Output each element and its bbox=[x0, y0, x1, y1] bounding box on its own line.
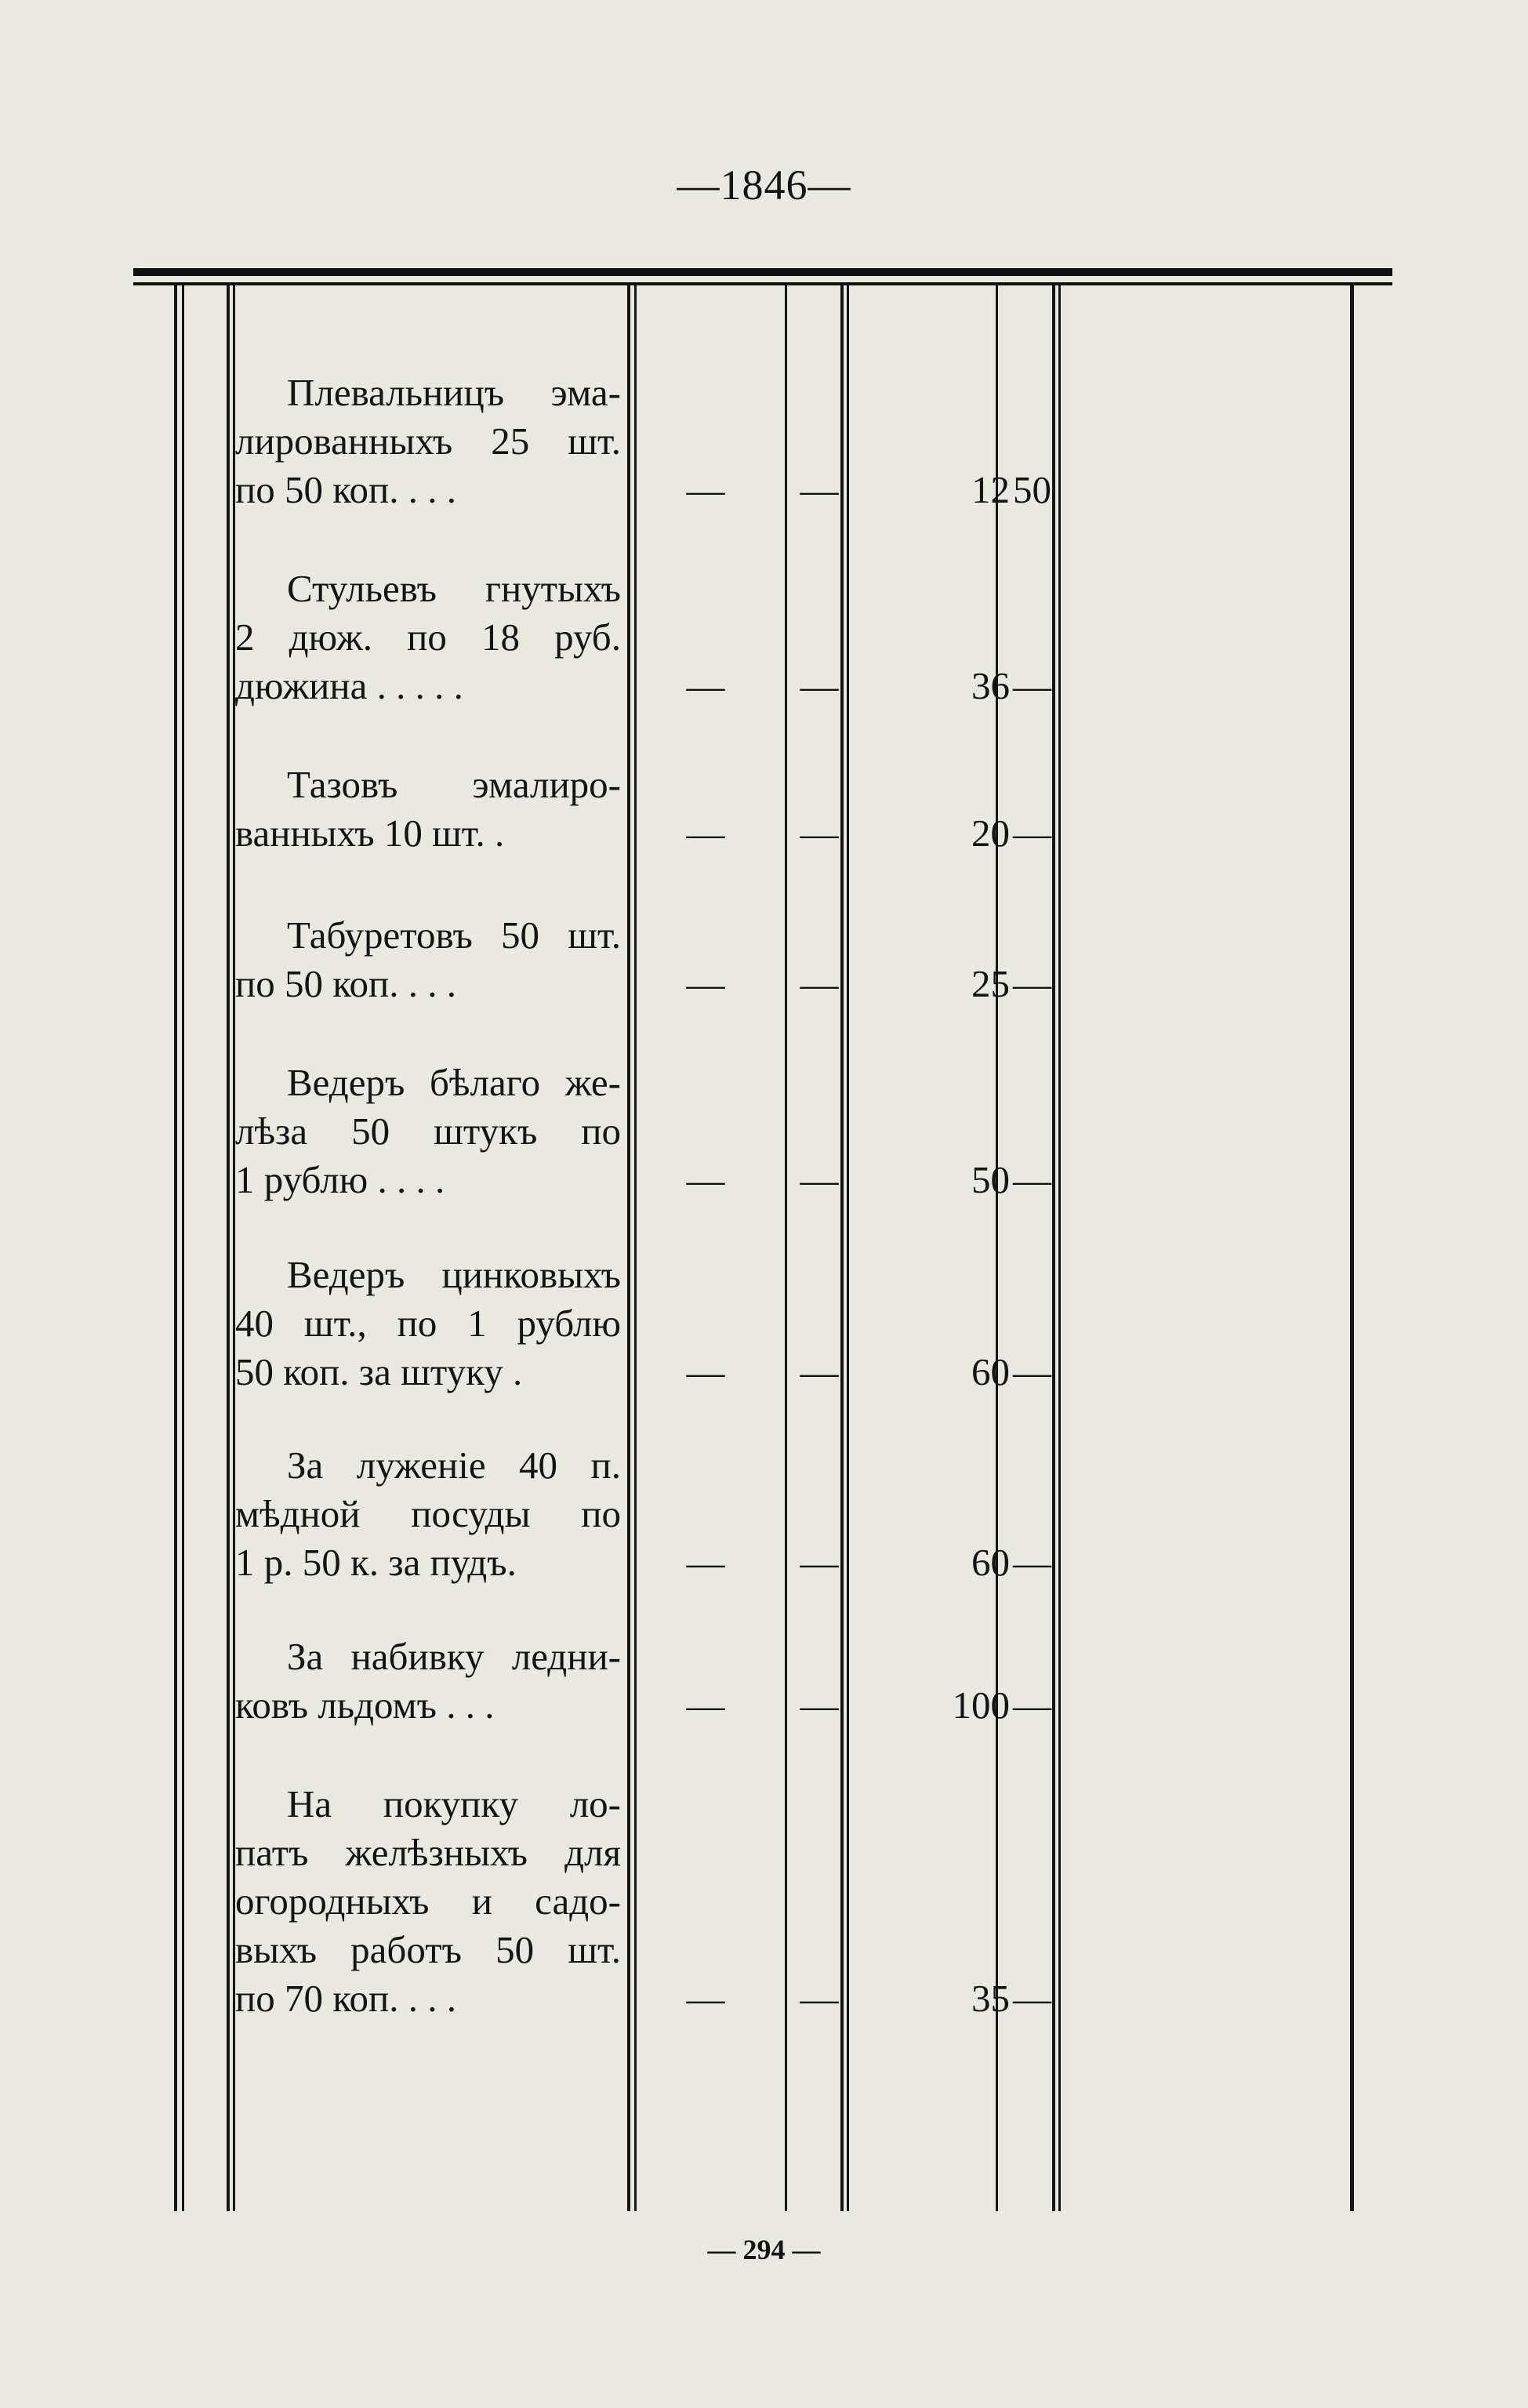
header-rule-thin bbox=[133, 282, 1392, 285]
amount-kopecks: — bbox=[1013, 1541, 1051, 1584]
amount bbox=[925, 1156, 1082, 1204]
row-description bbox=[235, 565, 621, 710]
description-line: За набивку ледни- bbox=[287, 1635, 621, 1678]
description-line: 1 р. 50 к. за пудъ. bbox=[235, 1541, 517, 1584]
description-line: огородныхъ и садо- bbox=[235, 1880, 621, 1923]
amount-rubles: 60 bbox=[971, 1541, 1010, 1584]
amount-rubles: 12 bbox=[971, 468, 1010, 511]
description-line: Тазовъ эмалиро- bbox=[287, 763, 621, 806]
column-b-value: — bbox=[800, 1350, 839, 1393]
amount-kopecks: — bbox=[1013, 1158, 1051, 1201]
row-description bbox=[235, 1633, 621, 1730]
amount-kopecks: — bbox=[1013, 962, 1051, 1005]
column-border-a bbox=[785, 285, 787, 2211]
description-line: Стульевъ гнутыхъ bbox=[287, 567, 621, 610]
ledger-row bbox=[235, 1251, 1051, 1396]
column-a-value: — bbox=[686, 1541, 725, 1584]
amount bbox=[925, 1348, 1082, 1396]
row-description bbox=[235, 1059, 621, 1204]
column-border-kop bbox=[1052, 285, 1055, 2211]
description-line: по 70 коп. . . . bbox=[235, 1977, 457, 2020]
amount-kopecks: — bbox=[1013, 812, 1051, 855]
amount-kopecks: — bbox=[1013, 1350, 1051, 1393]
column-border-left-outer bbox=[174, 285, 177, 2211]
column-border-desc-right-inner bbox=[634, 285, 637, 2211]
column-b-value: — bbox=[800, 1158, 839, 1201]
description-line: патъ желѣзныхъ для bbox=[235, 1831, 621, 1874]
ledger-row bbox=[235, 369, 1051, 514]
column-border-desc-left bbox=[227, 285, 230, 2211]
description-line: лѣза 50 штукъ по bbox=[235, 1110, 621, 1153]
amount-kopecks: 50 bbox=[1013, 468, 1051, 511]
description-line: по 50 коп. . . . bbox=[235, 468, 457, 511]
description-line: Табуретовъ 50 шт. bbox=[287, 913, 621, 957]
row-description bbox=[235, 911, 621, 1008]
amount bbox=[925, 1974, 1082, 2023]
amount bbox=[925, 960, 1082, 1008]
amount-rubles: 50 bbox=[971, 1158, 1010, 1201]
amount bbox=[925, 1681, 1082, 1730]
column-a-value: — bbox=[686, 468, 725, 511]
column-b-value: — bbox=[800, 1977, 839, 2020]
description-line: 40 шт., по 1 рублю bbox=[235, 1302, 621, 1345]
amount-rubles: 100 bbox=[952, 1683, 1010, 1727]
amount-kopecks: — bbox=[1013, 1977, 1051, 2020]
column-a-value: — bbox=[686, 1158, 725, 1201]
column-a-value: — bbox=[686, 1350, 725, 1393]
column-a-value: — bbox=[686, 1977, 725, 2020]
column-a-value: — bbox=[686, 812, 725, 855]
amount bbox=[925, 1538, 1082, 1587]
column-b-value: — bbox=[800, 1683, 839, 1727]
ledger-row bbox=[235, 1633, 1051, 1730]
row-description bbox=[235, 1251, 621, 1396]
page-number-top: —1846— bbox=[677, 162, 851, 209]
description-line: 50 коп. за штуку . bbox=[235, 1350, 523, 1393]
amount bbox=[925, 809, 1082, 858]
amount-rubles: 20 bbox=[971, 812, 1010, 855]
ledger-row bbox=[235, 1441, 1051, 1587]
column-a-value: — bbox=[686, 962, 725, 1005]
column-b-value: — bbox=[800, 664, 839, 707]
description-line: За луженіе 40 п. bbox=[287, 1444, 621, 1487]
description-line: лированныхъ 25 шт. bbox=[235, 419, 621, 463]
column-border-b-inner bbox=[847, 285, 849, 2211]
description-line: ванныхъ 10 шт. . bbox=[235, 812, 505, 855]
description-line: ковъ льдомъ . . . bbox=[235, 1683, 495, 1727]
description-line: Ведеръ бѣлаго же- bbox=[287, 1061, 621, 1104]
description-line: Ведеръ цинковыхъ bbox=[287, 1253, 621, 1296]
ledger-row bbox=[235, 565, 1051, 710]
column-border-right-outer bbox=[1350, 285, 1354, 2211]
row-description bbox=[235, 369, 621, 514]
amount-kopecks: — bbox=[1013, 664, 1051, 707]
column-b-value: — bbox=[800, 468, 839, 511]
amount-rubles: 60 bbox=[971, 1350, 1010, 1393]
description-line: по 50 коп. . . . bbox=[235, 962, 457, 1005]
description-line: 2 дюж. по 18 руб. bbox=[235, 616, 621, 659]
row-description bbox=[235, 761, 621, 858]
column-border-b bbox=[840, 285, 844, 2211]
amount-rubles: 36 bbox=[971, 664, 1010, 707]
amount bbox=[925, 466, 1082, 514]
description-line: Плевальницъ эма- bbox=[287, 371, 621, 414]
ledger-row bbox=[235, 1059, 1051, 1204]
column-b-value: — bbox=[800, 1541, 839, 1584]
amount-kopecks: — bbox=[1013, 1683, 1051, 1727]
page-number-bottom: — 294 — bbox=[707, 2234, 821, 2265]
column-border-kop-inner bbox=[1058, 285, 1061, 2211]
amount-rubles: 35 bbox=[971, 1977, 1010, 2020]
column-b-value: — bbox=[800, 812, 839, 855]
column-border-rub-kop bbox=[996, 285, 998, 2211]
row-description bbox=[235, 1441, 621, 1587]
description-line: На покупку ло- bbox=[287, 1782, 621, 1825]
ledger-row bbox=[235, 911, 1051, 1008]
row-description bbox=[235, 1780, 621, 2023]
column-border-left-inner bbox=[182, 285, 184, 2211]
header-rule-thick bbox=[133, 268, 1392, 276]
amount-rubles: 25 bbox=[971, 962, 1010, 1005]
column-a-value: — bbox=[686, 1683, 725, 1727]
description-line: выхъ работъ 50 шт. bbox=[235, 1928, 621, 1971]
column-a-value: — bbox=[686, 664, 725, 707]
description-line: дюжина . . . . . bbox=[235, 664, 463, 707]
ledger-row bbox=[235, 1780, 1051, 2023]
amount bbox=[925, 662, 1082, 710]
description-line: мѣдной посуды по bbox=[235, 1492, 621, 1535]
column-border-desc-right bbox=[627, 285, 630, 2211]
description-line: 1 рублю . . . . bbox=[235, 1158, 445, 1201]
column-b-value: — bbox=[800, 962, 839, 1005]
ledger-row bbox=[235, 761, 1051, 858]
